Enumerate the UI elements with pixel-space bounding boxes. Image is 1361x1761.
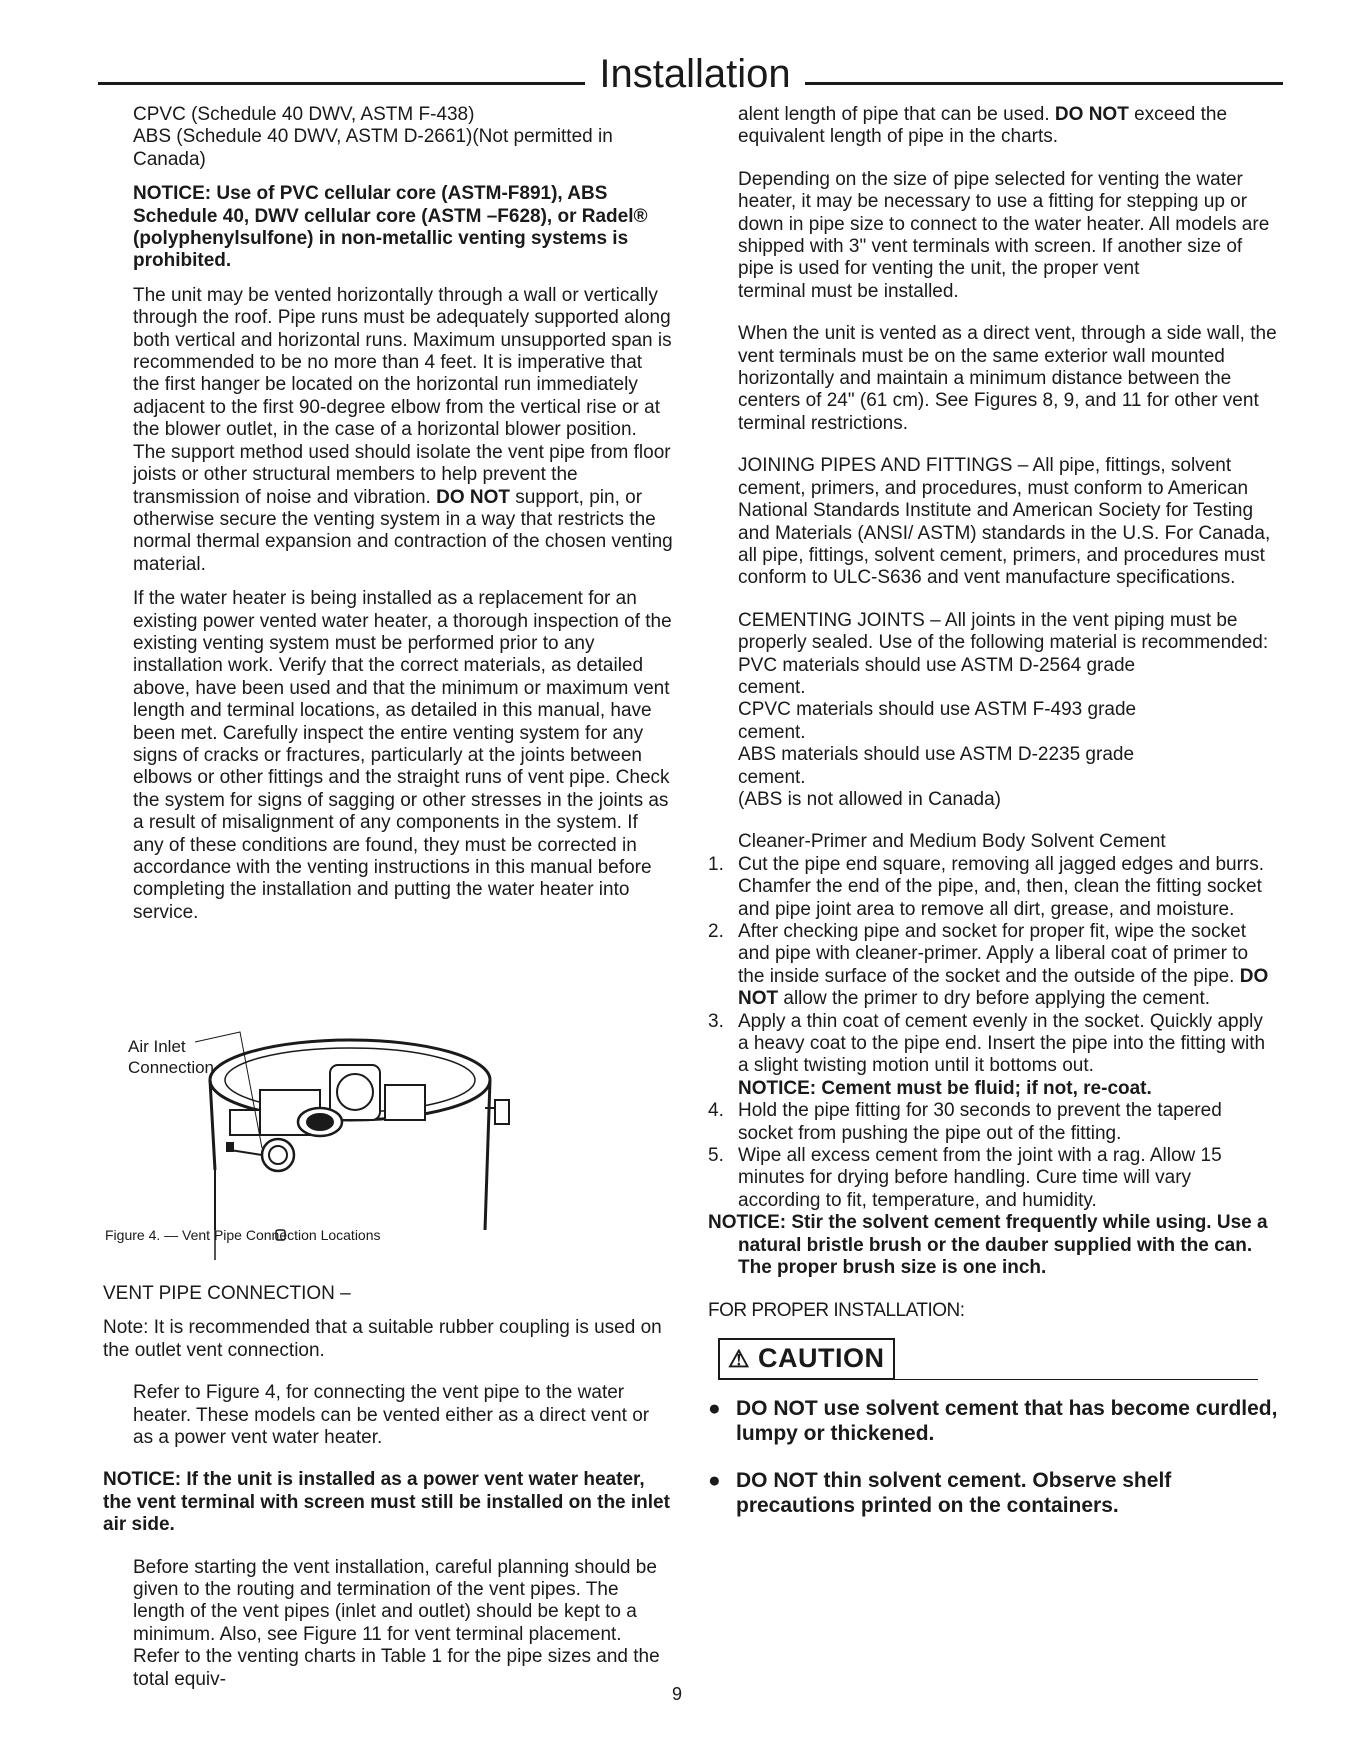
header-rule-left [98, 82, 585, 85]
figure-caption: Figure 4. — Vent Pipe Connection Locations [105, 1227, 381, 1243]
warning-triangle-icon: ⚠ [728, 1345, 751, 1373]
caution-box [718, 1338, 895, 1380]
step-number: 3. [708, 1010, 724, 1032]
caution-bullet [708, 1468, 1278, 1518]
depending-paragraph: Depending on the size of pipe selected for venting the water heater, it may be necessary to use a fitting for stepping up or down in pipe size to connect to the water heater. All models are shipped with 3" vent terminals with screen. If another size of pipe is used for venting the unit, the proper vent [738, 168, 1270, 280]
caution-header [718, 1338, 1278, 1380]
venting-support-text-b: support, pin, or otherwise secure the venting system in a way that restricts the normal thermal expansion and contraction of the chosen venting material. [133, 486, 673, 575]
caution-label: CAUTION [758, 1342, 885, 1373]
vent-pipe-heading: VENT PIPE CONNECTION – [103, 1283, 351, 1304]
step-item [708, 854, 1278, 921]
material-cpvc: CPVC (Schedule 40 DWV, ASTM F-438) [133, 104, 475, 125]
step-text: Apply a thin coat of cement evenly in the socket. Quickly apply a heavy coat to the pipe end. Insert the pipe into the fitting with a slight twisting motion until it bottoms out. [738, 1010, 1266, 1077]
step-text: After checking pipe and socket for proper fit, wipe the socket and pipe with cleaner-primer. Apply a liberal coat of primer to the inside surface of the socket and the outside of the pipe. [738, 921, 1249, 987]
page-number: 9 [672, 1684, 683, 1704]
venting-support-do-not: DO NOT [436, 486, 510, 508]
cement-line: cement. [738, 766, 806, 788]
joining-paragraph: JOINING PIPES AND FITTINGS – All pipe, fittings, solvent cement, primers, and procedures, must conform to American National Standards Institute and American Society for Testing and Materials (ANSI/ ASTM) standards in the U.S. For Canada, all pipe, fittings, solvent cement, primers, and procedures must conform to ULC-S636 and vent manufacture specifications. [738, 455, 1271, 589]
cement-line: ABS materials should use ASTM D-2235 grade [738, 744, 1135, 766]
paragraph-replacement: If the water heater is being installed as a replacement for an existing power vented water heater, a thorough inspection of the existing venting system must be performed prior to any installation work. Verify that the correct materials, as detailed above, have been used and that the minimum or maximum vent length and terminal locations, as detailed in this manual, have been met. Carefully inspect the entire venting system for any signs of cracks or fractures, particularly at the joints between elbows or other fittings and the straight runs of vent pipe. Check the system for signs of sagging or other stresses in the joints as a result of misalignment of any components in the system. If any of these conditions are found, they must be corrected in accordance with the venting instructions in this manual before completing the installation and putting the water heater into service. [133, 588, 672, 923]
step-text: Cut the pipe end square, removing all jagged edges and burrs. Chamfer the end of the pipe, and, then, clean the fitting socket and pipe joint area to remove all dirt, grease, and moisture. [738, 853, 1265, 920]
step-number: 2. [708, 921, 724, 942]
step-notice: NOTICE: Cement must be fluid; if not, re-coat. [738, 1077, 1152, 1099]
step-item [708, 1011, 1278, 1101]
venting-support-text-a: The unit may be vented horizontally through a wall or vertically through the roof. Pipe runs must be adequately supported along both vertical and horizontal runs. Maximum unsupported span is recommended to be no more than 4 feet. It is imperative that the first hanger be located on the horizontal run immediately adjacent to the first 90-degree elbow from the vertical rise or at the blower outlet, in the case of a horizontal blower position. The support method used should isolate the vent pipe from floor joists or other structural members to help prevent the transmission of noise and vibration. [133, 284, 672, 508]
cement-line: cement. [738, 721, 806, 743]
caution-bullet [708, 1396, 1278, 1446]
refer-figure-paragraph: Refer to Figure 4, for connecting the vent pipe to the water heater. These models can be vented either as a direct vent or as a power vent water heater. [133, 1382, 650, 1449]
continued-text-a: alent length of pipe that can be used. [738, 104, 1050, 125]
caution-bullet-text: DO NOT use solvent cement that has become curdled, lumpy or thickened. [736, 1396, 1278, 1445]
for-proper-installation: FOR PROPER INSTALLATION: [708, 1299, 965, 1321]
caution-bullets [708, 1396, 1278, 1518]
cement-line: PVC materials should use ASTM D-2564 grade [738, 654, 1136, 676]
cleaner-heading: Cleaner-Primer and Medium Body Solvent Cement [738, 831, 1166, 853]
continued-do-not: DO NOT [1054, 104, 1129, 125]
paragraph-venting-support [103, 285, 673, 576]
notice-cellular-core: NOTICE: Use of PVC cellular core (ASTM-F891), ABS Schedule 40, DWV cellular core (ASTM –F628), or Radel® (polyphenylsulfone) in non-metallic venting systems is prohibited. [133, 183, 648, 272]
figure-label-line1: Air Inlet [128, 1037, 186, 1056]
step-text: allow the primer to dry before applying the cement. [783, 988, 1211, 1010]
cementing-paragraph: CEMENTING JOINTS – All joints in the vent piping must be properly sealed. Use of the following material is recommended: [738, 609, 1269, 654]
continued-text-b: exceed the equivalent length of pipe in the charts. [738, 104, 1228, 148]
right-column [708, 104, 1278, 1540]
depending-paragraph-end: terminal must be installed. [738, 280, 959, 302]
caution-bullet-text: DO NOT thin solvent cement. Observe shelf precautions printed on the containers. [736, 1468, 1172, 1517]
bullet-icon: ● [708, 1396, 721, 1420]
before-starting-paragraph: Before starting the vent installation, careful planning should be given to the routing and termination of the vent pipes. The length of the vent pipes (inlet and outlet) should be kept to a minimum. Also, see Figure 11 for vent terminal placement. Refer to the venting charts in Table 1 for the pipe sizes and the total equiv- [133, 1556, 660, 1690]
figure-label-air-inlet [128, 1036, 214, 1078]
step-number: 5. [708, 1145, 724, 1167]
step-item [708, 921, 1278, 1011]
header-rule-right [805, 82, 1283, 85]
page-title: Installation [599, 52, 791, 96]
continued-paragraph [708, 104, 1278, 149]
direct-vent-paragraph: When the unit is vented as a direct vent, through a side wall, the vent terminals must be on the same exterior wall mounted horizontally and maintain a minimum distance between the centers of 24" (61 cm). See Figures 8, 9, and 11 for other vent terminal restrictions. [738, 323, 1277, 434]
cement-line: (ABS is not allowed in Canada) [738, 788, 1001, 810]
bullet-icon: ● [708, 1468, 721, 1492]
step-item [708, 1100, 1278, 1145]
step-number: 4. [708, 1100, 724, 1122]
material-abs: ABS (Schedule 40 DWV, ASTM D-2661)(Not permitted in Canada) [133, 126, 613, 170]
left-column [103, 104, 673, 924]
step-do-not: DO NOT [738, 965, 1269, 1010]
step-text: Hold the pipe fitting for 30 seconds to prevent the tapered socket from pushing the pipe out of the fitting. [738, 1100, 1222, 1144]
step-text: Wipe all excess cement from the joint with a rag. Allow 15 minutes for drying before handling. Cure time will vary according to fit, temperature, and humidity. [738, 1145, 1222, 1211]
step-number: 1. [708, 853, 724, 875]
left-column-lower [103, 1283, 673, 1691]
notice-stir: NOTICE: Stir the solvent cement frequently while using. Use a natural bristle brush or the dauber supplied with the can. The proper brush size is one inch. [708, 1212, 1268, 1279]
step-item [708, 1145, 1278, 1212]
cement-line: CPVC materials should use ASTM F-493 grade [738, 699, 1137, 721]
figure-label-line2: Connection [128, 1058, 215, 1077]
cementing-steps [708, 854, 1278, 1213]
cement-line: cement. [738, 676, 806, 698]
notice-power-vent: NOTICE: If the unit is installed as a power vent water heater, the vent terminal with screen must still be installed on the inlet air side. [103, 1469, 670, 1536]
vent-note: Note: It is recommended that a suitable rubber coupling is used on the outlet vent connection. [103, 1317, 662, 1361]
figure-water-heater [100, 1030, 520, 1260]
